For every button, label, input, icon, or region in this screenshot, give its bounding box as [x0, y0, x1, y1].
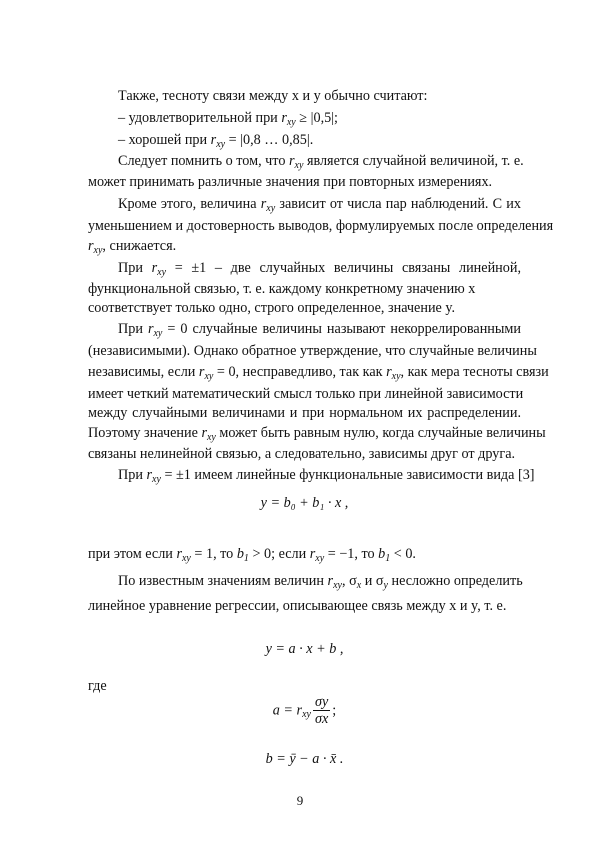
- text-line: где: [88, 678, 107, 694]
- text-line: соответствует только одно, строго определенное, значение y.: [88, 300, 456, 316]
- text-line: $r_{xy}$, снижается.: [88, 238, 177, 256]
- text-line: – удовлетворительной при $r_{xy} \ge |0,5|$;: [118, 110, 338, 128]
- text-line: может принимать различные значения при повторных измерениях.: [88, 174, 493, 190]
- text-line: Поэтому значение $r_{xy}$ может быть равным нулю, когда случайные величины: [88, 425, 546, 443]
- text-line: уменьшением и достоверность выводов, формулируемых после определения: [88, 218, 554, 234]
- text-line: функциональной связью, т. е. каждому конкретному значению x: [88, 281, 476, 297]
- text-line: По известным значениям величин $r_{xy}$, $\sigma_x$ и $\sigma_y$ несложно определить: [118, 573, 523, 591]
- text-line: имеет четкий математический смысл только при линейной зависимости: [88, 386, 524, 402]
- text-line: При $r_{xy} = \pm 1$ – две случайных величины связаны линейной,: [118, 260, 521, 278]
- formula-b: b = ȳ − a · x̄ .: [265, 751, 344, 767]
- page-number: 9: [296, 793, 304, 808]
- formula-linear: y = b₀ + b₁ · x ,: [260, 495, 349, 511]
- text-line: при этом если $r_{xy} = 1$, то $b_1 > 0$; если $r_{xy} = -1$, то $b_1 < 0$.: [88, 546, 416, 564]
- formula-regression: y = a · x + b ,: [265, 641, 344, 657]
- text-line: Кроме этого, величина $r_{xy}$ зависит от числа пар наблюдений. С их: [118, 196, 521, 214]
- formula-a: $a = r_{xy}$ $\frac{\sigma y}{\sigma x}$ ;: [272, 694, 337, 727]
- text-line: Также, тесноту связи между x и y обычно считают:: [118, 88, 428, 104]
- text-line: Следует помнить о том, что $r_{xy}$ является случайной величиной, т. е.: [118, 153, 524, 171]
- text-line: – хорошей при $r_{xy} = |0,8$ … 0,85|.: [118, 132, 314, 150]
- text-line: независимы, если $r_{xy} = 0$, несправедливо, так как $r_{xy}$, как мера тесноты связи: [88, 364, 549, 382]
- text-line: При $r_{xy} = 0$ случайные величины называют некоррелированными: [118, 321, 521, 339]
- text-line: между случайными величинами и при нормальном их распределении.: [88, 405, 521, 421]
- text-line: (независимыми). Однако обратное утверждение, что случайные величины: [88, 343, 537, 359]
- text-line: линейное уравнение регрессии, описывающее связь между x и y, т. е.: [88, 598, 507, 614]
- text-line: связаны нелинейной связью, а следовательно, зависимы друг от друга.: [88, 446, 516, 462]
- text-line: При $r_{xy} = \pm 1$ имеем линейные функциональные зависимости вида [3]: [118, 467, 535, 485]
